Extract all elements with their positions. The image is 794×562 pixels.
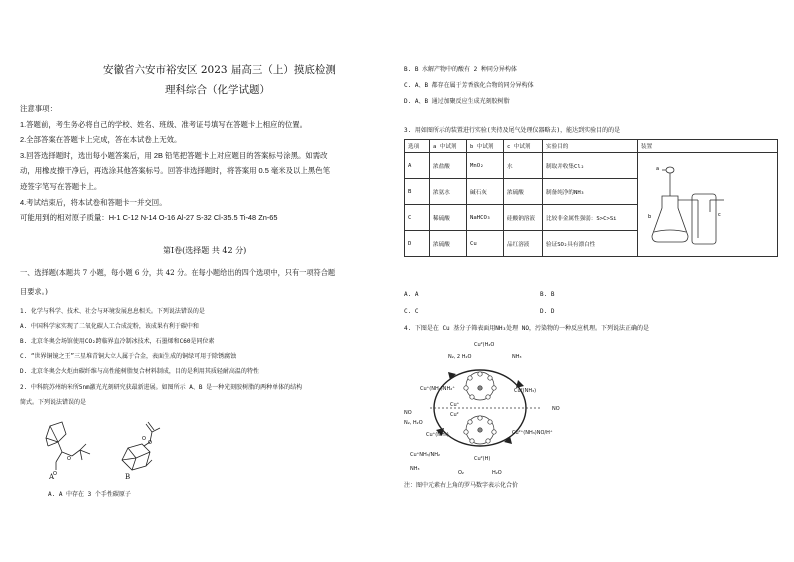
label-n2h2o: N₂, 2 H₂O <box>448 354 472 360</box>
instruction-line-2: 目要求。) <box>20 287 48 296</box>
exam-subtitle: 理科综合（化学试题） <box>165 84 270 96</box>
q3-option-c: C. C <box>404 308 419 315</box>
label-nh3-bottom: NH₃ <box>410 466 420 472</box>
svg-text:O: O <box>67 456 71 462</box>
q3-table <box>404 139 778 257</box>
label-cu-i: Cu⁺ <box>450 402 460 408</box>
q4-stem: 4. 下图是在 Cu 基分子筛表面用NH₃处理 NO，污染物的一种反应机理。下列说法正确的是 <box>404 325 649 332</box>
atomic-masses: 可能用到的相对原子质量：H-1 C-12 N-14 O-16 Al-27 S-32 Cl-35.5 Ti-48 Zn-65 <box>20 213 278 222</box>
q1-stem: 1. 化学与科学、技术、社会与环境发展息息相关。下列说法错误的是 <box>20 308 205 315</box>
svg-text:O: O <box>142 436 146 442</box>
label-nh3-top: NH₃ <box>512 354 522 360</box>
q1-option-c: C. “世界铜镜之王”三星堆青铜大立人属于合金，表面生成的铜绿可用于除锈腐蚀 <box>20 353 237 360</box>
q3-cell: 浓盐酸 <box>430 153 467 179</box>
q3-cell: 验证SO₂具有漂白性 <box>543 231 638 257</box>
structure-a-label: A <box>49 473 55 481</box>
notice-4: 4.考试结束后，将本试卷和答题卡一并交回。 <box>20 198 167 207</box>
notice-3: 3.回答选择题时，选出每小题答案后，用 2B 铅笔把答题卡上对应题目的答案标号涂黑。如需改 <box>20 151 328 160</box>
q1-option-d: D. 北京冬奥会火炬由碳纤维与高性能树脂复合材料制成，目的是利用其质轻耐高温的特性 <box>20 368 259 375</box>
q3-cell: 比较非金属性强弱：S>C>Si <box>543 205 638 231</box>
svg-text:O: O <box>148 440 152 446</box>
svg-text:a: a <box>656 166 660 172</box>
q3-cell: 制备纯净的NH₃ <box>543 179 638 205</box>
q2-stem-line-2: 简式。下列说法错误的是 <box>20 399 87 406</box>
q3-cell: 浓氨水 <box>430 179 467 205</box>
q3-cell: A <box>405 153 430 179</box>
label-o2: O₂ <box>458 470 464 476</box>
q1-option-a: A. 中国科学家实现了二氧化碳人工合成淀粉，该成果有利于碳中和 <box>20 323 199 330</box>
q3-cell: D <box>405 231 430 257</box>
q3-header-option: 选项 <box>405 140 430 153</box>
q2-option-a: A. A 中存在 3 个手性碳原子 <box>48 491 131 498</box>
label-bottom: Cu²(H) <box>474 456 491 462</box>
label-cu-ii: Cu² <box>450 412 459 418</box>
mechanism-diagram <box>400 336 580 478</box>
q3-option-a: A. A <box>404 291 419 298</box>
q3-header-apparatus: 装置 <box>638 140 778 153</box>
section-title: 第Ⅰ卷(选择题 共 42 分) <box>163 246 247 255</box>
q3-cell: 稀硫酸 <box>430 205 467 231</box>
q2-option-c: C. A、B 都存在属于芳香族化合物的同分异构体 <box>404 82 534 89</box>
label-right-lower: Cu²⁺(NH₃)NO/H⁺ <box>512 430 553 436</box>
svg-text:O: O <box>53 471 57 476</box>
q3-option-d: D. D <box>540 308 555 315</box>
q3-header-b: b 中试剂 <box>467 140 504 153</box>
q3-option-b: B. B <box>540 291 555 298</box>
q3-table-header <box>405 140 778 153</box>
label-left-upper: Cu⁺(NH₃)NH₂⁺ <box>420 386 455 392</box>
notice-1: 1.答题前，考生务必将自己的学校、姓名、班级、准考证号填写在答题卡上相应的位置。 <box>20 120 308 129</box>
diagram-note: 注：图中元素右上角的罗马数字表示化合价 <box>404 482 519 489</box>
q2-stem-line-1: 2. 中科院苏州纳米所5nm激光光刻研究获最新进展。如图所示 A、B 是一种光刻胶树脂的两种单体的结构 <box>20 384 303 391</box>
notice-3-end: 迹签字笔写在答题卡上。 <box>20 182 102 191</box>
label-bottom-left: Cu⁺NH₃/NH₂ <box>410 452 440 458</box>
q3-cell: MnO₂ <box>467 153 504 179</box>
label-left-lower: Cu⁺(NH₃) <box>426 432 449 438</box>
svg-text:c: c <box>718 212 721 218</box>
q3-cell: 浓硫酸 <box>504 179 543 205</box>
apparatus-diagram <box>648 156 728 251</box>
q3-header-purpose: 实验目的 <box>543 140 638 153</box>
structure-b-diagram <box>112 420 174 480</box>
q3-stem: 3. 用如图所示的装置进行实验(夹持及尾气处理仪器略去)，能达到实验目的的是 <box>404 127 621 134</box>
q3-cell: 碱石灰 <box>467 179 504 205</box>
q3-cell: 浓硫酸 <box>430 231 467 257</box>
q3-cell: B <box>405 179 430 205</box>
label-h2o: H₂O <box>492 470 502 476</box>
instruction-line-1: 一、选择题(本题共 7 小题，每小题 6 分，共 42 分。在每小题给出的四个选项中，只有一项符合题 <box>20 268 336 277</box>
structure-a-diagram <box>36 416 106 476</box>
q3-cell: C <box>405 205 430 231</box>
exam-title: 安徽省六安市裕安区 2023 届高三（上）摸底检测 <box>103 64 336 76</box>
q1-option-b: B. 北京冬奥会场馆使用CO₂跨临界直冷制冰技术，石墨烯和C60是同位素 <box>20 338 215 345</box>
svg-text:b: b <box>648 214 652 220</box>
notice-heading: 注意事项： <box>20 104 57 113</box>
q3-header-c: c 中试剂 <box>504 140 543 153</box>
q3-cell: 制取并收集Cl₂ <box>543 153 638 179</box>
q3-cell: 水 <box>504 153 543 179</box>
q2-option-b: B. B 水解产物中的酸有 2 种同分异构体 <box>404 66 517 73</box>
table-row <box>405 153 778 179</box>
label-no-right: NO <box>552 406 560 412</box>
label-no-left: NO <box>404 410 412 416</box>
label-n2h2o-left: N₂, H₂O <box>404 420 423 426</box>
q2-option-d: D. A、B 通过加聚反应生成光刻胶树脂 <box>404 98 510 105</box>
q3-cell: 硅酸钠溶液 <box>504 205 543 231</box>
label-top: Cu²(H₂O <box>474 342 495 348</box>
notice-3-cont: 动，用橡皮擦干净后，再选涂其他答案标号。回答非选择题时，将答案用 0.5 毫米及以上黑色笔 <box>20 166 331 175</box>
structure-b-label: B <box>125 473 131 481</box>
q3-cell: Cu <box>467 231 504 257</box>
notice-2: 2.全部答案在答题卡上完成，答在本试卷上无效。 <box>20 135 182 144</box>
label-right-upper: Cu²(NH₃) <box>514 388 537 394</box>
q3-cell: 品红溶液 <box>504 231 543 257</box>
q3-header-a: a 中试剂 <box>430 140 467 153</box>
q3-cell: NaHCO₃ <box>467 205 504 231</box>
q3-apparatus-cell <box>638 153 778 257</box>
